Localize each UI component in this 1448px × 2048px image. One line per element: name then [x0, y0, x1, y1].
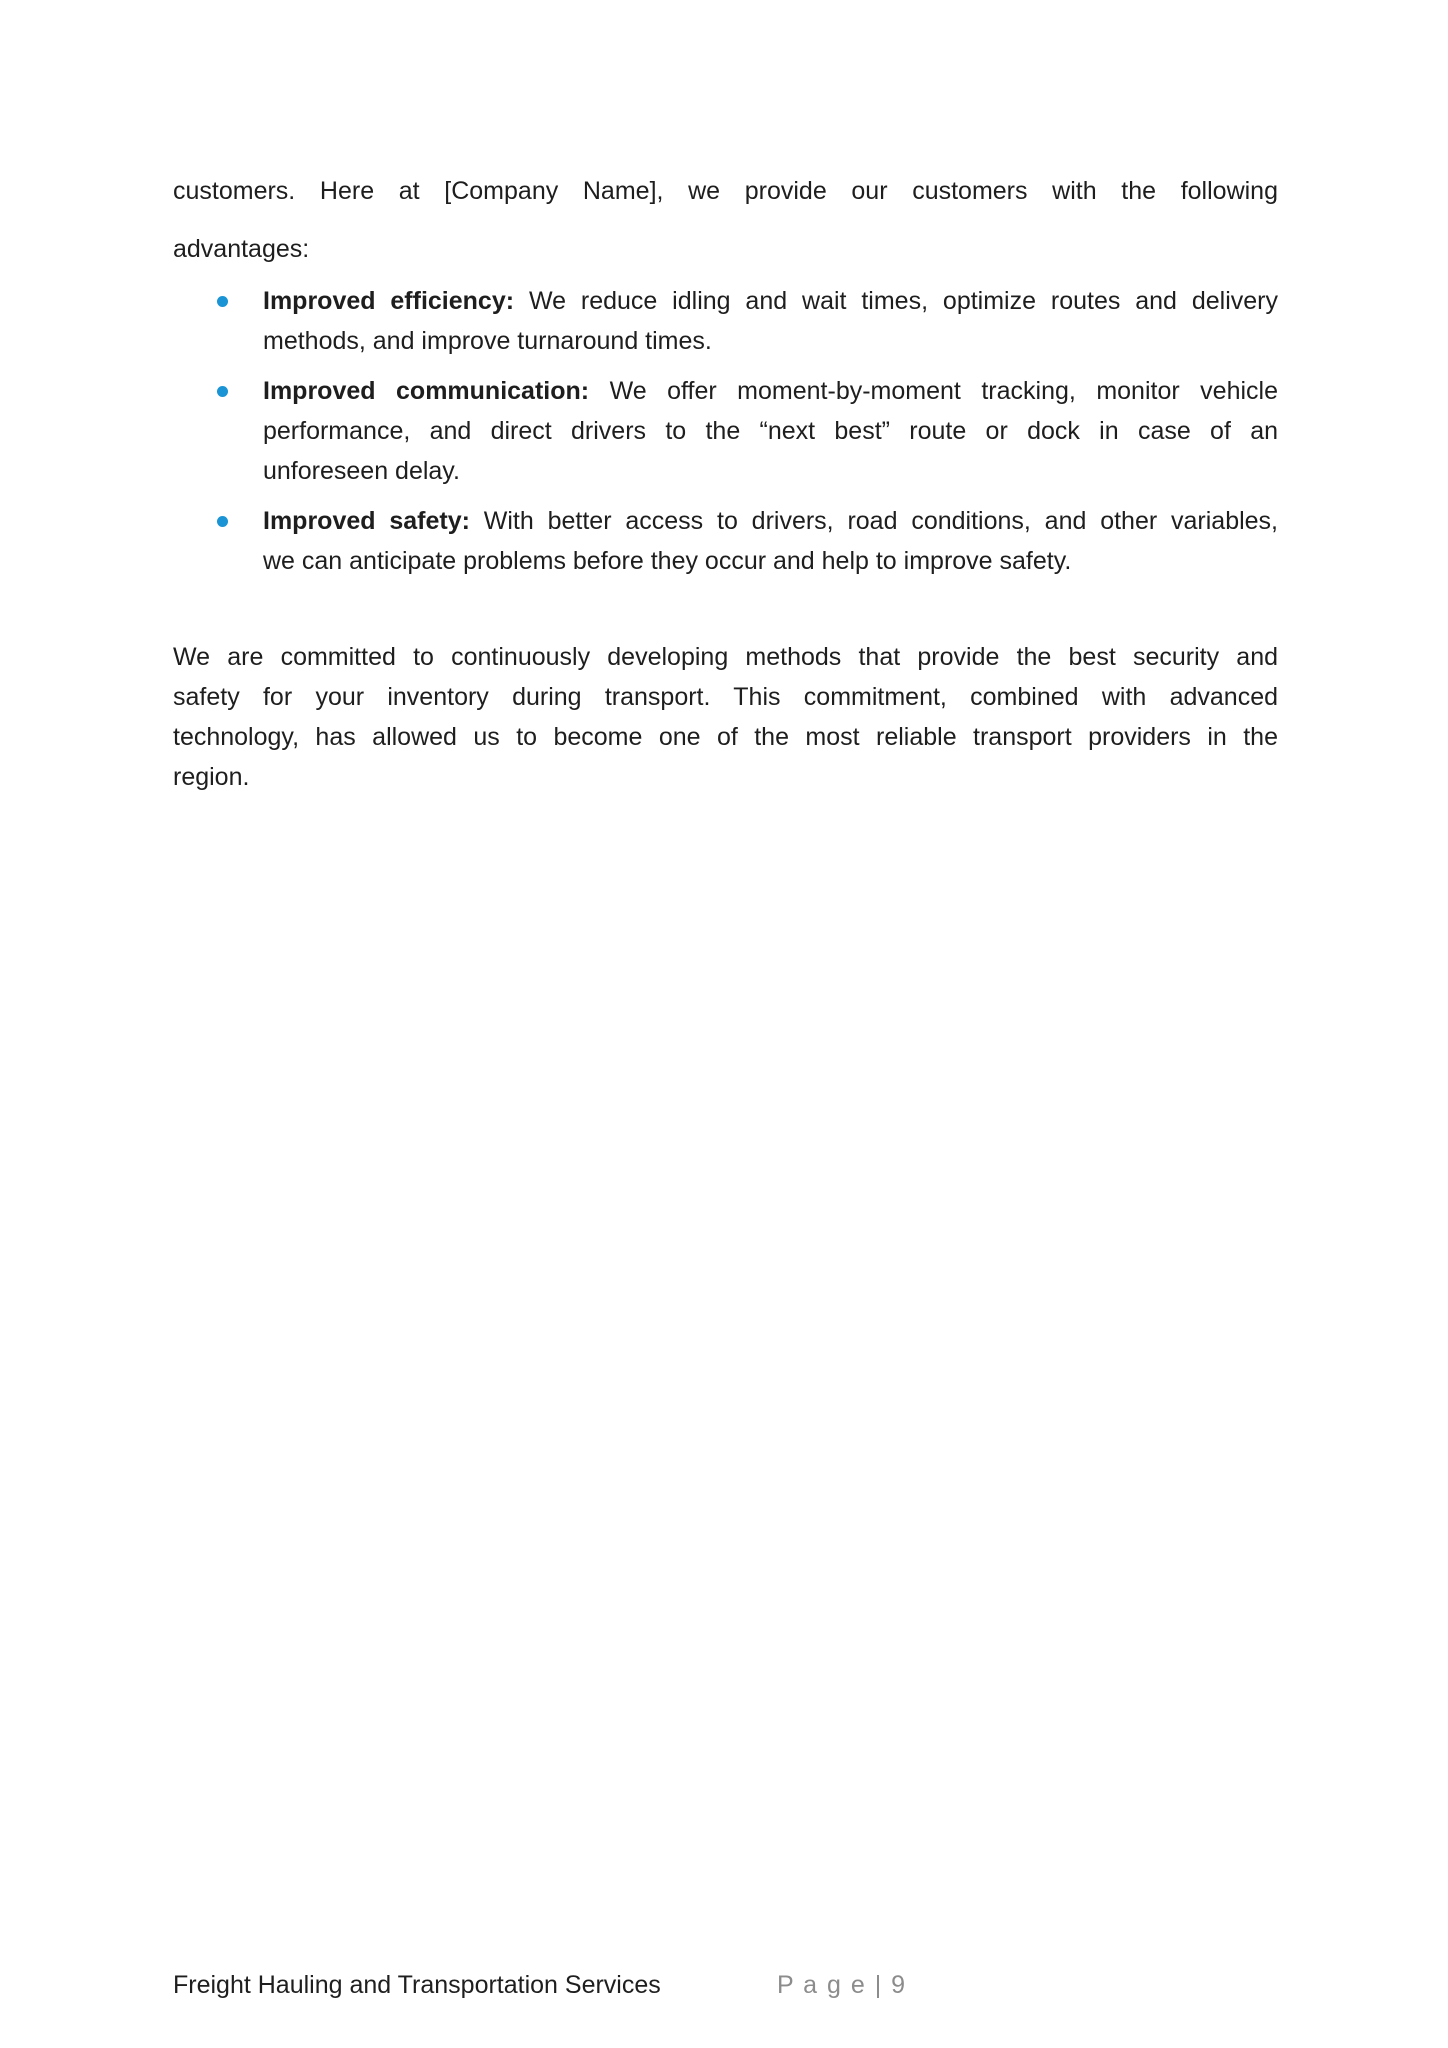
footer-document-title: Freight Hauling and Transportation Services	[173, 1971, 661, 1999]
list-item-lead: Improved efficiency:	[263, 287, 515, 315]
list-item-improved-safety	[173, 501, 1278, 581]
paragraph-line: advantages:	[173, 235, 310, 263]
list-item-line: unforeseen delay.	[263, 457, 460, 485]
list-item-improved-communication	[173, 371, 1278, 491]
paragraph-line: technology, has allowed us to become one of the most reliable transport providers in the	[173, 723, 1278, 751]
paragraph-line: We are committed to continuously developing methods that provide the best security and	[173, 643, 1278, 671]
footer-page-number: P a g e | 9	[777, 1971, 907, 1999]
commitment-paragraph	[173, 637, 1278, 797]
list-item-text: We reduce idling and wait times, optimize routes and delivery	[514, 287, 1278, 315]
paragraph-line: customers. Here at [Company Name], we provide our customers with the following	[173, 177, 1278, 205]
list-item-text: With better access to drivers, road conditions, and other variables,	[469, 507, 1279, 535]
list-item-improved-efficiency	[173, 281, 1278, 361]
paragraph-line: region.	[173, 763, 250, 791]
page-body	[173, 162, 1278, 797]
list-item-line: methods, and improve turnaround times.	[263, 327, 712, 355]
list-item-line	[263, 371, 1278, 411]
intro-paragraph	[173, 162, 1278, 278]
list-item-lead: Improved safety:	[263, 507, 470, 535]
advantages-list	[173, 281, 1278, 581]
paragraph-line: safety for your inventory during transport. This commitment, combined with advanced	[173, 683, 1278, 711]
list-item-line	[263, 281, 1278, 321]
list-item-text: We offer moment-by-moment tracking, monitor vehicle	[589, 377, 1278, 405]
bullet-icon	[217, 386, 228, 397]
list-item-line: we can anticipate problems before they occur and help to improve safety.	[263, 547, 1072, 575]
bullet-icon	[217, 296, 228, 307]
list-item-line	[263, 501, 1278, 541]
list-item-line: performance, and direct drivers to the “next best” route or dock in case of an	[263, 417, 1278, 445]
bullet-icon	[217, 516, 228, 527]
list-item-lead: Improved communication:	[263, 377, 590, 405]
